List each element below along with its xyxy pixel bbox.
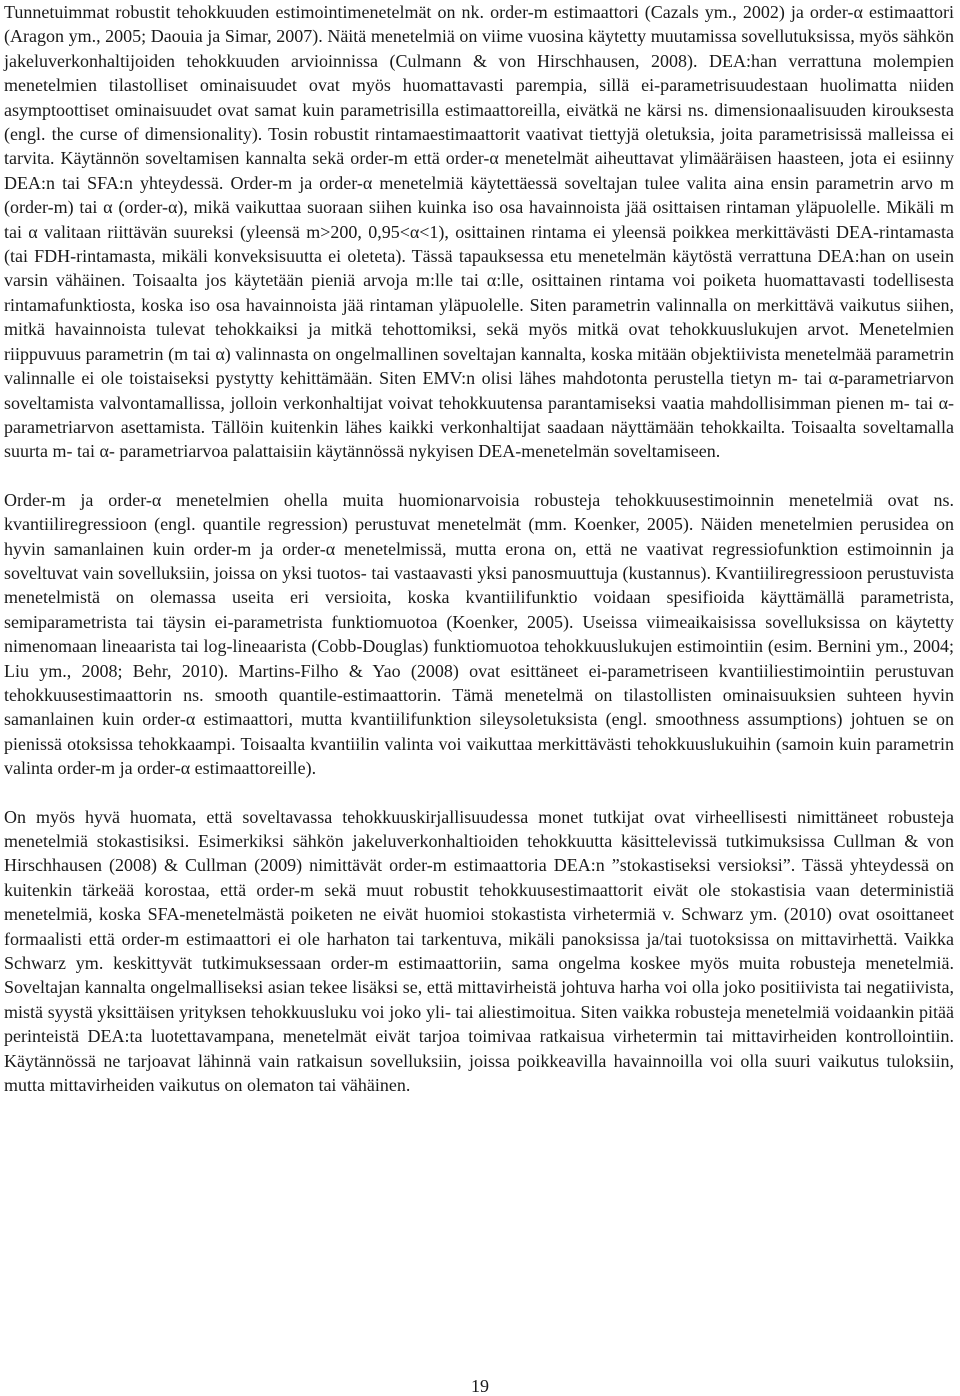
document-page <box>4 0 954 1097</box>
paragraph: On myös hyvä huomata, että soveltavassa tehokkuuskirjallisuudessa monet tutkijat ovat virheellisesti nimittäneet robusteja menetelmiä stokastisiksi. Esimerkiksi sähkön jakeluverkonhaltioiden tehokkuutta käsittelevissä tutkimuksissa Cullman & von Hirschhausen (2008) & Cullman (2009) nimittävät order-m estimaattoria DEA:n ”stokastiseksi versioksi”. Tässä yhteydessä on kuitenkin tärkeää korostaa, että order-m sekä muut robustit tehokkuusestimaattorit eivät ole stokastisia vaan deterministiä menetelmiä, koska SFA-menetelmästä poiketen ne eivät huomioi stokastista virhetermiä v. Schwarz ym. (2010) ovat osoittaneet formaalisti että order-m estimaattori ei ole harhaton tai tarkentuva, mikäli panoksissa ja/tai tuotoksissa on mittavirhettä. Vaikka Schwarz ym. keskittyvät tutkimuksessaan order-m estimaattoriin, sama ongelma koskee myös muita robusteja menetelmiä. Soveltajan kannalta ongelmalliseksi asian tekee lisäksi se, että mittavirheistä johtuva harha voi olla joko positiivista tai negatiivista, mistä syystä yksittäisen yrityksen tehokkuusluku voi joko yli- tai aliestimoitua. Siten vaikka robusteja menetelmiä voidaankin pitää perinteistä DEA:ta luotettavampana, menetelmät eivät tarjoa toimivaa ratkaisua virhetermin tai mittavirheiden kontrollointiin. Käytännössä ne tarjoavat lähinnä vain ratkaisun sovelluksiin, joissa poikkeavilla havainnoilla voi olla suuri vaikutus tuloksiin, mutta mittavirheiden vaikutus on olematon tai vähäinen. <box>4 806 954 1096</box>
page-number: 19 <box>471 1376 489 1396</box>
paragraph: Order-m ja order-α menetelmien ohella muita huomionarvoisia robusteja tehokkuusestimoinnin menetelmiä ovat ns. kvantiiliregressioon (engl. quantile regression) perustuvat menetelmät (mm. Koenker, 2005). Näiden menetelmien perusidea on hyvin samanlainen kuin order-m ja order-α menetelmissä, mutta erona on, että ne vaativat regressiofunktion estimoinnin ja soveltuvat vain sovelluksiin, joissa on yksi tuotos- tai vastaavasti yksi panosmuuttuja (kustannus). Kvantiiliregressioon perustuvista menetelmistä on olemassa useita eri versioita, koska kvantiilifunktio voidaan spesifioida käyttämällä parametrista, semiparametrista tai täysin ei-parametrista funktiomuotoa (Koenker, 2005). Useissa viimeaikaisissa sovelluksissa on käytetty nimenomaan lineaarista tai log-lineaarista (Cobb-Douglas) funktiomuotoa tehokkuuslukujen estimointiin (esim. Bernini ym., 2004; Liu ym., 2008; Behr, 2010). Martins-Filho & Yao (2008) ovat esittäneet ei-parametriseen kvantiiliestimointiin perustuvan tehokkuusestimaattorin ns. smooth quantile-estimaattorin. Tämä menetelmä on tilastollisten ominaisuuksien suhteen hyvin samanlainen kuin order-α estimaattori, mutta kvantiilifunktion sileysoletuksista (engl. smoothness assumptions) johtuen se on pienissä otoksissa tehokkaampi. Toisaalta kvantiilin valinta voi vaikuttaa merkittävästi tehokkuuslukuihin (samoin kuin parametrin valinta order-m ja order-α estimaattoreille). <box>4 489 954 779</box>
paragraph: Tunnetuimmat robustit tehokkuuden estimointimenetelmät on nk. order-m estimaattori (Cazals ym., 2002) ja order-α estimaattori (Aragon ym., 2005; Daouia ja Simar, 2007). Näitä menetelmiä on viime vuosina käytetty muutamissa sovellutuksissa, myös sähkön jakeluverkonhaltijoiden tehokkuuden arvioinnissa (Culmann & von Hirschhausen, 2008). DEA:han verrattuna molempien menetelmien tilastolliset ominaisuudet ovat myös huomattavasti parempia, sillä ei-parametrisuudestaan huolimatta niiden asymptoottiset ominaisuudet ovat samat kuin parametrisilla estimaattoreilla, eivätkä ne kärsi ns. dimensionaalisuuden kirouksesta (engl. the curse of dimensionality). Tosin robustit rintamaestimaattorit vaativat tiettyjä oletuksia, joita parametrisissä malleissa ei tarvita. Käytännön soveltamisen kannalta sekä order-m että order-α menetelmät aiheuttavat ylimääräisen haasteen, jota ei esiinny DEA:n tai SFA:n yhteydessä. Order-m ja order-α menetelmiä käytettäessä soveltajan tulee valita aina ensin parametrin arvo m (order-m) tai α (order-α), mikä vaikuttaa suoraan siihen kuinka iso osa havainnoista jää osittaisen rintaman yläpuolelle. Mikäli m tai α valitaan riittävän suureksi (yleensä m>200, 0,95<α<1), osittainen rintama ei yleensä poikkea merkittävästi DEA-rintamasta (tai FDH-rintamasta, mikäli konveksisuutta ei oleteta). Tässä tapauksessa etu menetelmän käytöstä verrattuna DEA:han on usein varsin vähäinen. Toisaalta jos käytetään pieniä arvoja m:lle tai α:lle, osittainen rintama voi poiketa huomattavasti todellisesta rintamafunktiosta, koska iso osa havainnoista jää rintaman yläpuolelle. Siten parametrin valinnalla on merkittävä vaikutus siihen, mitkä havainnoista tulevat tehokkaiksi ja mitkä tehottomiksi, sekä myös mitkä ovat tehokkuuslukujen arvot. Menetelmien riippuvuus parametrin (m tai α) valinnasta on ongelmallinen soveltajan kannalta, koska mitään objektiivista menetelmää parametrin valinnalle ei ole toistaiseksi pystytty kehittämään. Siten EMV:n olisi lähes mahdotonta perustella tietyn m- tai α-parametriarvon soveltamista valvontamallissa, jolloin verkonhaltijat voivat tehokkuutensa parantamiseksi vaatia mahdollisimman pienen m- tai α- parametriarvon asettamista. Tällöin kuitenkin lähes kaikki verkonhaltijat saadaan näyttämään tehokkailta. Toisaalta soveltamalla suurta m- tai α- parametriarvoa palattaisiin käytännössä nykyisen DEA-menetelmän soveltamiseen. <box>4 2 954 462</box>
